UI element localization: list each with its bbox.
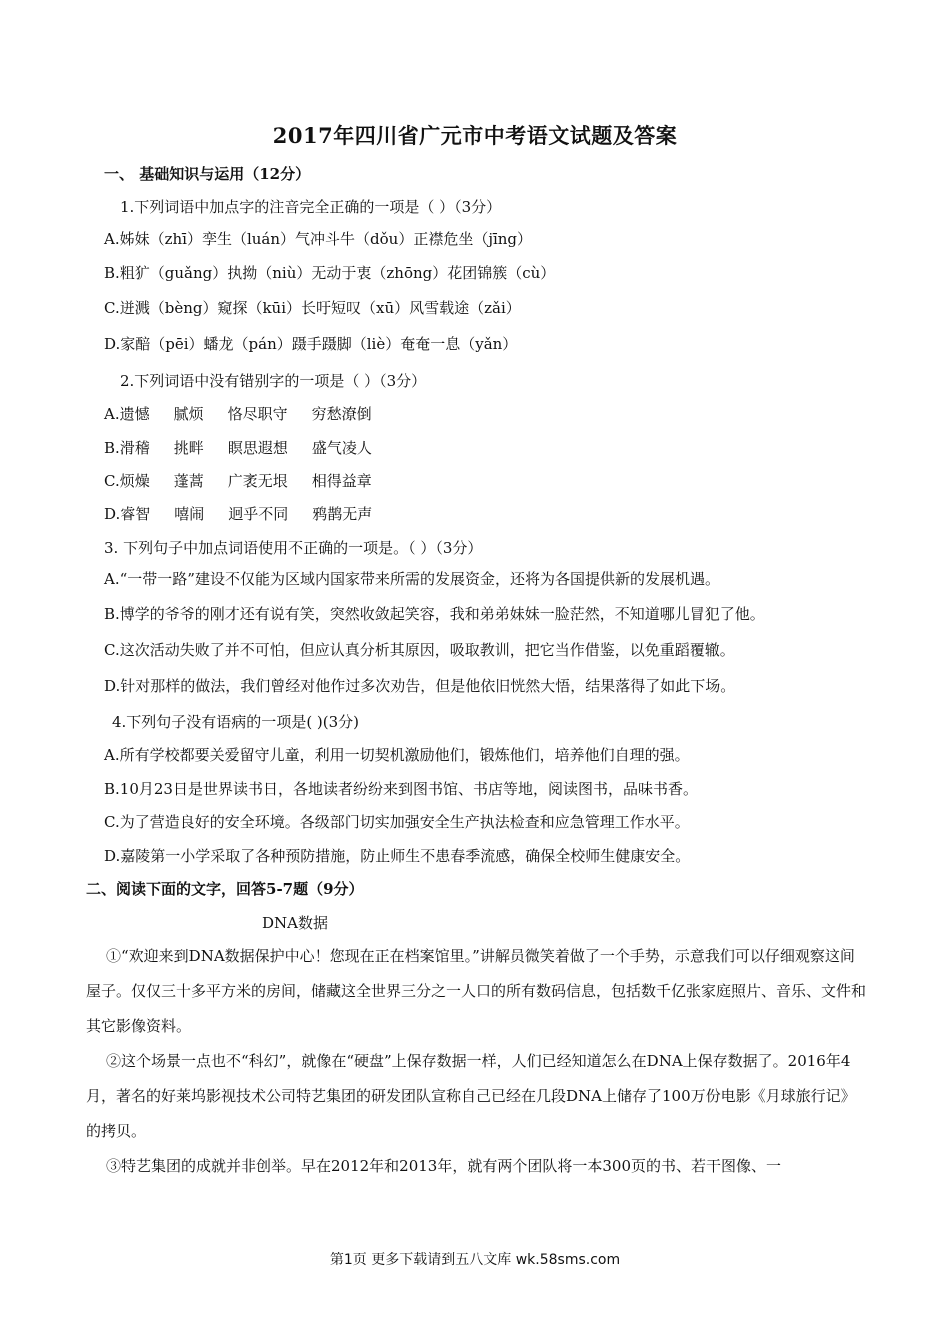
article-paragraph-2 (86, 1044, 866, 1149)
q3-option-b: B.博学的爷爷的刚才还有说有笑，突然收敛起笑容，我和弟弟妹妹一脸茫然，不知道哪儿冒犯了他。 (104, 605, 765, 623)
q2-a-2: 腻烦 (173, 405, 204, 423)
q1-stem: 1.下列词语中加点字的注音完全正确的一项是（ ）（3分） (120, 198, 502, 216)
q3-option-a: A.“一带一路”建设不仅能为区域内国家带来所需的发展资金，还将为各国提供新的发展机遇。 (104, 570, 720, 588)
q2-b-4: 盛气凌人 (311, 439, 372, 457)
paragraph-1-text: ①“欢迎来到DNA数据保护中心！您现在正在档案馆里。”讲解员微笑着做了一个手势，示意我们可以仔细观察这间屋子。仅仅三十多平方米的房间，储藏这全世界三分之一人口的所有数码信息，包括数千亿张家庭照片、音乐、文件和其它影像资料。 (86, 947, 867, 1035)
q2-stem: 2.下列词语中没有错别字的一项是（ ）（3分） (120, 372, 427, 390)
q4-option-c: C.为了营造良好的安全环境。各级部门切实加强安全生产执法检查和应急管理工作水平。 (104, 813, 690, 831)
q4-option-d: D.嘉陵第一小学采取了各种预防措施，防止师生不患春季流感，确保全校师生健康安全。 (104, 847, 691, 865)
q2-c-3: 广袤无垠 (227, 472, 288, 490)
q2-d-4: 鸦鹊无声 (312, 505, 373, 523)
q2-option-d (104, 504, 870, 524)
q4-option-b: B.10月23日是世界读书日，各地读者纷纷来到图书馆、书店等地，阅读图书，品味书香。 (104, 780, 698, 798)
q1-option-b: B.粗犷（guǎng）执拗（niù）无动于衷（zhōng）花团锦簇（cù） (104, 264, 556, 282)
section2-heading: 二、阅读下面的文字，回答5-7题（9分） (86, 880, 364, 898)
q2-a-4: 穷愁潦倒 (311, 405, 372, 423)
q2-c-4: 相得益章 (311, 472, 372, 490)
q2-c-2: 蓬蒿 (173, 472, 204, 490)
q4-stem: 4.下列句子没有语病的一项是( )(3分) (112, 713, 360, 731)
q1-option-d: D.家醅（pēi）蟠龙（pán）蹑手蹑脚（liè）奄奄一息（yǎn） (104, 335, 518, 353)
q2-d-2: 嘻闹 (174, 505, 205, 523)
q2-a-1: A.遗憾 (104, 405, 150, 423)
q2-b-2: 挑畔 (173, 439, 204, 457)
q2-option-a (104, 404, 870, 424)
q1-option-a: A.姊妹（zhī）孪生（luán）气冲斗牛（dǒu）正襟危坐（jīng） (104, 230, 533, 248)
q2-c-1: C.烦燥 (104, 472, 150, 490)
q2-option-b (104, 438, 870, 458)
q2-d-1: D.睿智 (104, 505, 151, 523)
q1-option-c: C.迸溅（bèng）窥探（kūi）长吁短叹（xū）风雪载途（zǎi） (104, 299, 521, 317)
article-title: DNA数据 (262, 914, 328, 932)
q2-option-c (104, 471, 870, 491)
q4-option-a: A.所有学校都要关爱留守儿童，利用一切契机激励他们，锻炼他们，培养他们自理的强。 (104, 746, 690, 764)
page-footer: 第1页 更多下载请到五八文库 wk.58sms.com (329, 1252, 621, 1268)
section1-heading: 一、 基础知识与运用（12分） (104, 165, 311, 183)
q3-option-d: D.针对那样的做法，我们曾经对他作过多次劝告，但是他依旧恍然大悟，结果落得了如此下场。 (104, 677, 736, 695)
paragraph-2-text: ②这个场景一点也不“科幻”，就像在“硬盘”上保存数据一样，人们已经知道怎么在DNA上保存数据了。2016年4月，著名的好莱坞影视技术公司特艺集团的研发团队宣称自己已经在几段DNA上储存了100万份电影《月球旅行记》的拷贝。 (86, 1052, 856, 1140)
paragraph-3-text: ③特艺集团的成就并非创举。早在2012年和2013年，就有两个团队将一本300页的书、若干图像、一 (106, 1157, 781, 1175)
document-title: 2017年四川省广元市中考语文试题及答案 (272, 123, 678, 148)
q3-stem: 3. 下列句子中加点词语使用不正确的一项是。（ ）（3分） (104, 539, 483, 557)
article-paragraph-1 (86, 939, 866, 1044)
q2-b-1: B.滑稽 (104, 439, 150, 457)
q3-option-c: C.这次活动失败了并不可怕，但应认真分析其原因，吸取教训，把它当作借鉴，以免重蹈覆辙。 (104, 641, 735, 659)
article-paragraph-3 (86, 1149, 866, 1184)
q2-a-3: 恪尽职守 (227, 405, 288, 423)
q2-d-3: 迥乎不同 (228, 505, 289, 523)
q2-b-3: 瞑思遐想 (227, 439, 288, 457)
